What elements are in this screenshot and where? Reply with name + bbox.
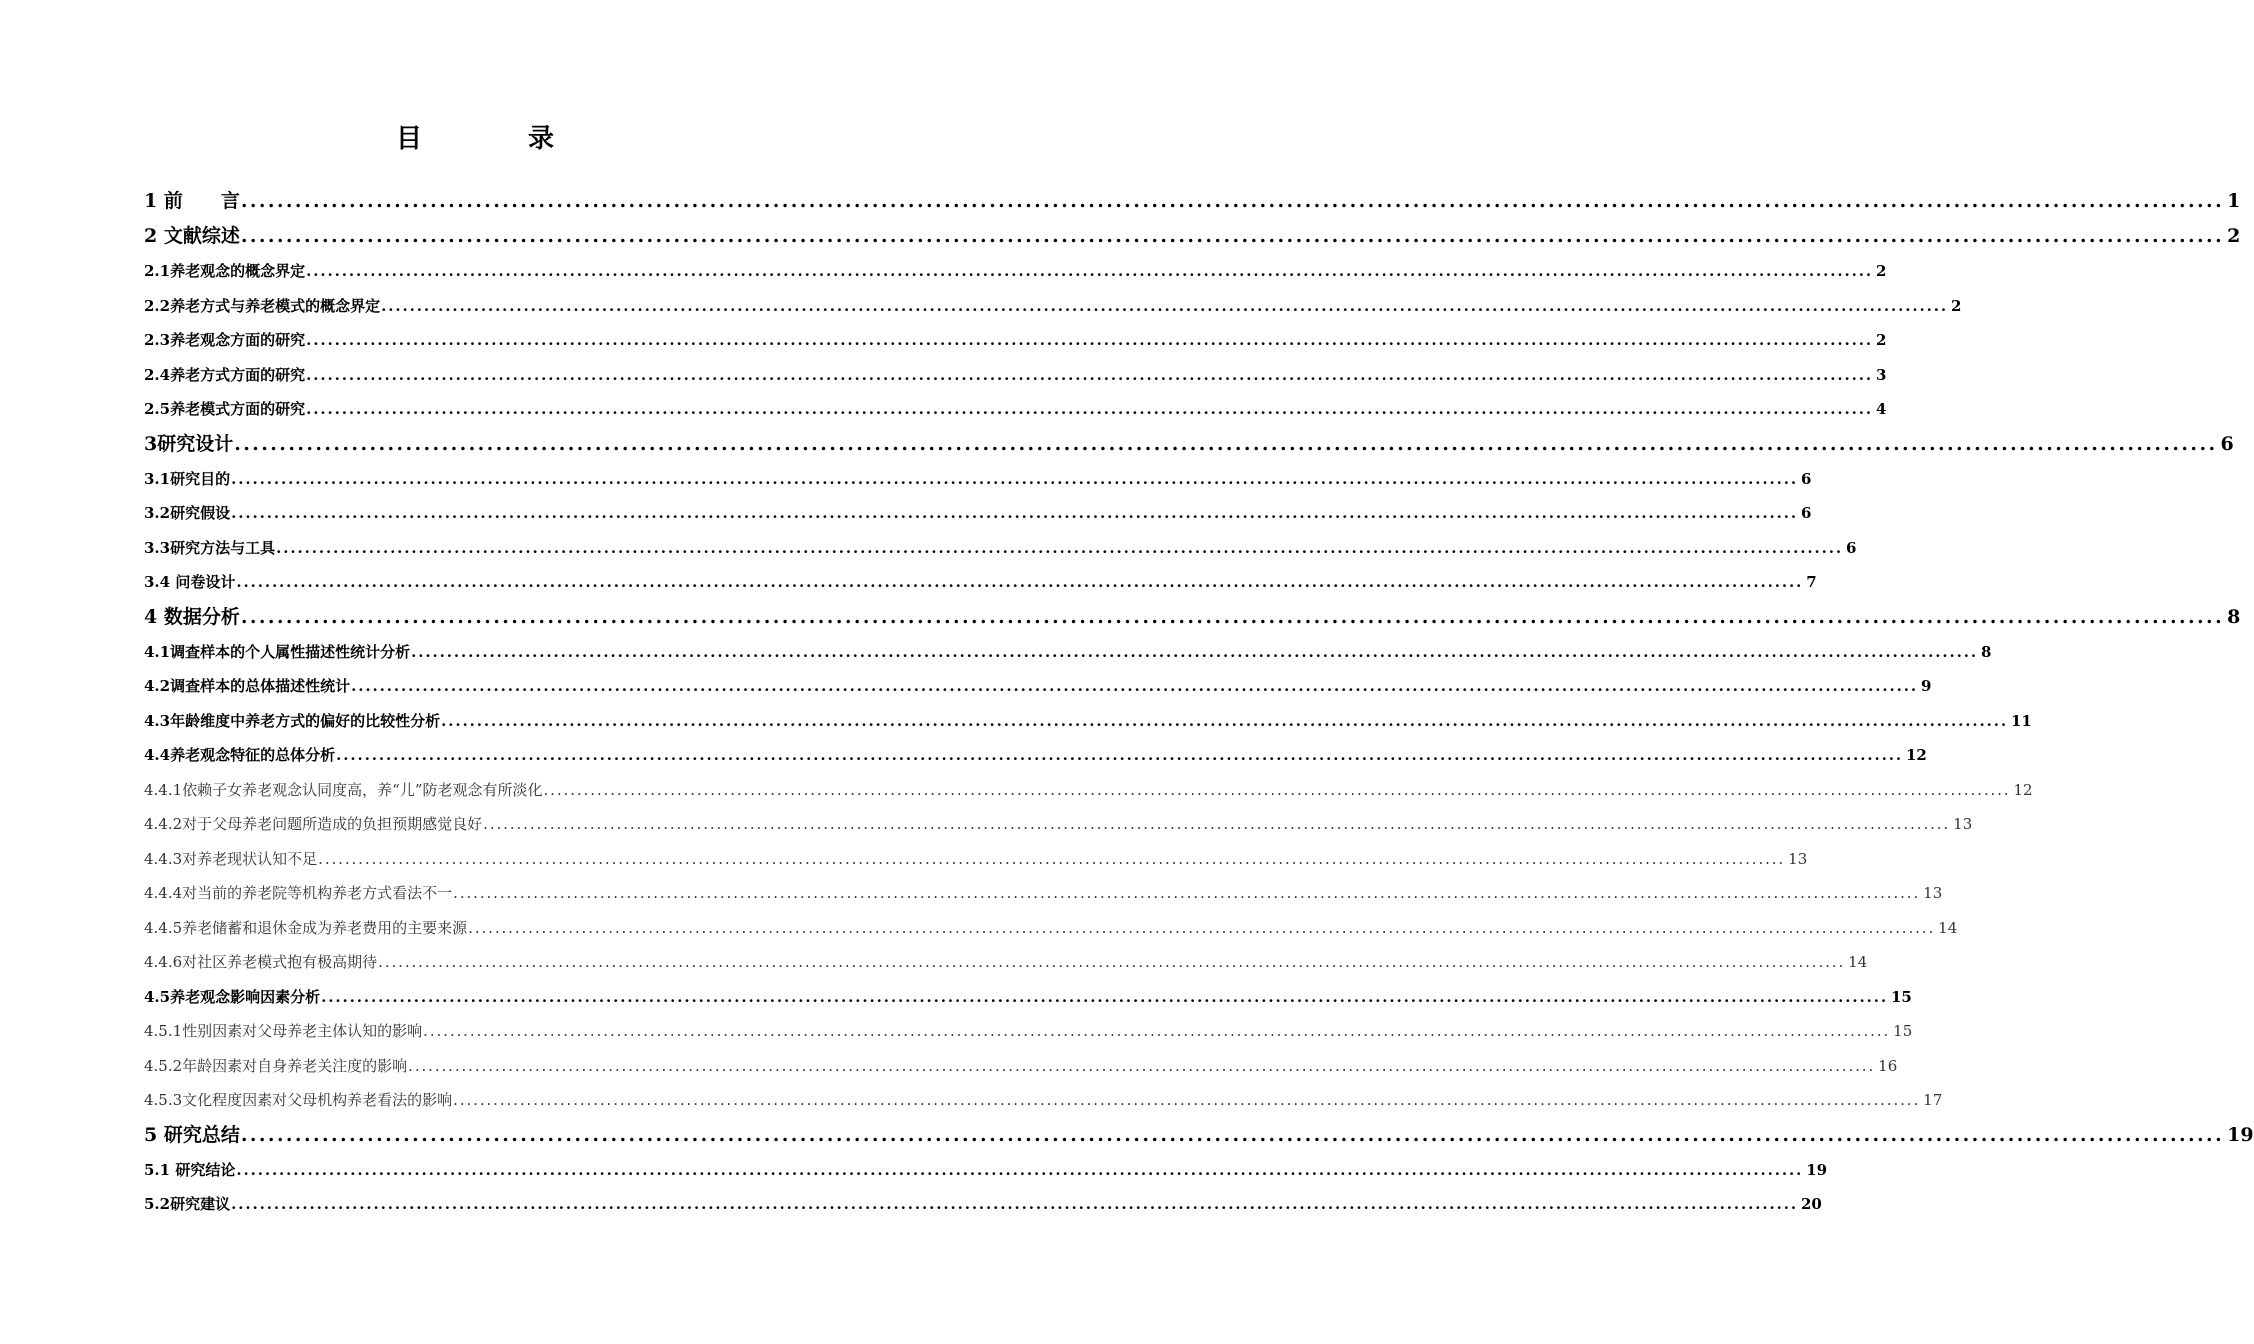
toc-entry-label: 3研究设计	[144, 432, 234, 455]
toc-leader-dots: ............................................................................................................................................................................................................................	[351, 677, 1918, 695]
toc-entry-page: 16	[1878, 1056, 1898, 1075]
toc-entry-label: 4.4养老观念特征的总体分析	[144, 746, 336, 764]
toc-leader-dots: ............................................................................................................................................................................................................................	[321, 987, 1888, 1006]
toc-entry-page: 13	[1923, 884, 1943, 902]
toc-leader-dots: ............................................................................................................................................................................................................................	[276, 538, 1843, 557]
toc-leader-dots: ............................................................................................................................................................................................................................	[236, 573, 1804, 591]
toc-leader-dots: ............................................................................................................................................................................................................................	[236, 1160, 1804, 1179]
toc-entry-label: 2.1养老观念的概念界定	[144, 262, 306, 280]
toc-entry-page: 20	[1801, 1195, 1822, 1213]
toc-entry[interactable]	[144, 773, 2033, 808]
toc-leader-dots: ............................................................................................................................................................................................................................	[234, 432, 2218, 455]
toc-leader-dots: ............................................................................................................................................................................................................................	[231, 1195, 1798, 1213]
toc-entry-label: 4.5.1性别因素对父母养老主体认知的影响	[144, 1022, 423, 1040]
toc-entry[interactable]	[144, 600, 2241, 635]
toc-entry[interactable]	[144, 1083, 1943, 1118]
toc-leader-dots: ............................................................................................................................................................................................................................	[408, 1056, 1876, 1075]
toc-entry[interactable]	[144, 427, 2234, 462]
toc-entry[interactable]	[144, 738, 1927, 773]
toc-leader-dots: ............................................................................................................................................................................................................................	[378, 953, 1846, 971]
toc-leader-dots: ............................................................................................................................................................................................................................	[336, 746, 1903, 764]
toc-entry-page: 1	[2227, 190, 2241, 212]
toc-entry-label: 4.4.5养老储蓄和退休金成为养老费用的主要来源	[144, 918, 468, 937]
toc-entry-page: 3	[1876, 365, 1887, 384]
toc-entry-page: 2	[1876, 262, 1887, 280]
toc-leader-dots: ............................................................................................................................................................................................................................	[240, 1123, 2225, 1146]
toc-entry-page: 7	[1806, 573, 1817, 591]
toc-entry[interactable]	[144, 565, 1817, 600]
toc-entry-page: 6	[1801, 504, 1812, 522]
toc-entry-label: 5.1 研究结论	[144, 1160, 236, 1179]
toc-entry-label: 3.1研究目的	[144, 469, 231, 488]
toc-entry[interactable]	[144, 496, 1812, 531]
toc-entry[interactable]	[144, 842, 1808, 877]
toc-entry[interactable]	[144, 945, 1868, 980]
toc-leader-dots: ............................................................................................................................................................................................................................	[306, 331, 1873, 349]
toc-entry[interactable]	[144, 1014, 1913, 1049]
toc-entry-label: 5 研究总结	[144, 1123, 240, 1146]
toc-entry-page: 8	[2227, 605, 2241, 628]
toc-leader-dots: ............................................................................................................................................................................................................................	[231, 469, 1798, 488]
toc-entry-page: 2	[1876, 331, 1887, 349]
toc-entry[interactable]	[144, 980, 1912, 1015]
toc-entry-page: 2	[1951, 296, 1962, 315]
toc-entry-page: 6	[1801, 469, 1812, 488]
toc-entry-label: 2.3养老观念方面的研究	[144, 331, 306, 349]
toc-entry-page: 17	[1923, 1091, 1943, 1109]
toc-entry-page: 2	[2227, 225, 2241, 247]
toc-entry-label: 3.4 问卷设计	[144, 573, 236, 591]
toc-entry-label: 2.4养老方式方面的研究	[144, 365, 306, 384]
toc-entry[interactable]	[144, 1049, 1898, 1084]
toc-leader-dots: ............................................................................................................................................................................................................................	[231, 504, 1798, 522]
toc-entry-label: 4.4.4对当前的养老院等机构养老方式看法不一	[144, 884, 453, 902]
toc-leader-dots: ............................................................................................................................................................................................................................	[483, 815, 1951, 833]
toc-entry-page: 15	[1893, 1022, 1913, 1040]
table-of-contents	[144, 184, 2254, 1222]
toc-leader-dots: ............................................................................................................................................................................................................................	[468, 918, 1936, 937]
toc-entry-label: 4.5.3文化程度因素对父母机构养老看法的影响	[144, 1091, 453, 1109]
toc-entry-label: 2.2养老方式与养老模式的概念界定	[144, 296, 381, 315]
toc-entry[interactable]	[144, 635, 1992, 670]
toc-entry-label: 3.2研究假设	[144, 504, 231, 522]
toc-leader-dots: ............................................................................................................................................................................................................................	[306, 400, 1873, 418]
toc-entry-label: 4.4.1依赖子女养老观念认同度高，养“儿”防老观念有所淡化	[144, 780, 543, 799]
toc-entry-page: 4	[1876, 400, 1887, 418]
toc-leader-dots: ............................................................................................................................................................................................................................	[306, 262, 1873, 280]
toc-entry-page: 12	[2013, 780, 2033, 799]
toc-entry[interactable]	[144, 1118, 2254, 1153]
toc-leader-dots: ............................................................................................................................................................................................................................	[306, 365, 1873, 384]
toc-entry-label: 4.4.3对养老现状认知不足	[144, 849, 318, 868]
toc-entry[interactable]	[144, 219, 2241, 254]
toc-entry-page: 19	[1806, 1160, 1828, 1179]
toc-entry[interactable]	[144, 669, 1932, 704]
toc-leader-dots: ............................................................................................................................................................................................................................	[441, 711, 2008, 730]
toc-leader-dots: ............................................................................................................................................................................................................................	[453, 1091, 1921, 1109]
toc-entry[interactable]	[144, 704, 2032, 739]
toc-entry-page: 9	[1921, 677, 1932, 695]
toc-entry[interactable]	[144, 184, 2241, 219]
toc-entry[interactable]	[144, 1153, 1828, 1188]
toc-entry[interactable]	[144, 807, 1973, 842]
toc-entry-label: 5.2研究建议	[144, 1195, 231, 1213]
toc-entry-page: 14	[1938, 918, 1958, 937]
toc-leader-dots: ............................................................................................................................................................................................................................	[453, 884, 1921, 902]
toc-entry-label: 4.5养老观念影响因素分析	[144, 987, 321, 1006]
toc-entry-page: 6	[1846, 538, 1857, 557]
toc-entry-page: 6	[2220, 432, 2234, 455]
toc-entry-page: 11	[2011, 711, 2032, 730]
toc-entry-label: 4.3年龄维度中养老方式的偏好的比较性分析	[144, 711, 441, 730]
toc-entry-page: 19	[2227, 1123, 2254, 1146]
toc-entry-page: 14	[1848, 953, 1868, 971]
toc-leader-dots: ............................................................................................................................................................................................................................	[240, 605, 2225, 628]
toc-entry[interactable]	[144, 531, 1857, 566]
toc-entry-label: 2 文献综述	[144, 225, 240, 247]
toc-leader-dots: ............................................................................................................................................................................................................................	[381, 296, 1948, 315]
toc-entry-page: 15	[1891, 987, 1912, 1006]
toc-entry[interactable]	[144, 1187, 1822, 1222]
page-title: 目 录	[395, 124, 594, 154]
toc-entry[interactable]	[144, 323, 1887, 358]
toc-entry-label: 4.5.2年龄因素对自身养老关注度的影响	[144, 1056, 408, 1075]
toc-entry[interactable]	[144, 462, 1812, 497]
toc-entry[interactable]	[144, 911, 1958, 946]
toc-entry-label: 4.2调查样本的总体描述性统计	[144, 677, 351, 695]
toc-entry-label: 4.4.6对社区养老模式抱有极高期待	[144, 953, 378, 971]
toc-leader-dots: ............................................................................................................................................................................................................................	[543, 780, 2011, 799]
toc-entry-page: 8	[1981, 642, 1992, 661]
toc-leader-dots: ............................................................................................................................................................................................................................	[411, 642, 1978, 661]
toc-entry-page: 13	[1788, 849, 1808, 868]
toc-entry[interactable]	[144, 289, 1962, 324]
toc-leader-dots: ............................................................................................................................................................................................................................	[240, 225, 2225, 247]
toc-entry-label: 1 前 言	[144, 190, 240, 212]
toc-entry-label: 4.4.2对于父母养老问题所造成的负担预期感觉良好	[144, 815, 483, 833]
toc-entry-label: 4.1调查样本的个人属性描述性统计分析	[144, 642, 411, 661]
toc-entry[interactable]	[144, 392, 1887, 427]
toc-entry-label: 4 数据分析	[144, 605, 240, 628]
toc-entry[interactable]	[144, 254, 1887, 289]
toc-entry[interactable]	[144, 358, 1887, 393]
toc-entry-label: 2.5养老模式方面的研究	[144, 400, 306, 418]
toc-entry-page: 12	[1906, 746, 1927, 764]
toc-entry-page: 13	[1953, 815, 1973, 833]
toc-leader-dots: ............................................................................................................................................................................................................................	[423, 1022, 1891, 1040]
toc-leader-dots: ............................................................................................................................................................................................................................	[318, 849, 1786, 868]
toc-leader-dots: ............................................................................................................................................................................................................................	[240, 190, 2225, 212]
toc-entry[interactable]	[144, 876, 1943, 911]
toc-entry-label: 3.3研究方法与工具	[144, 538, 276, 557]
